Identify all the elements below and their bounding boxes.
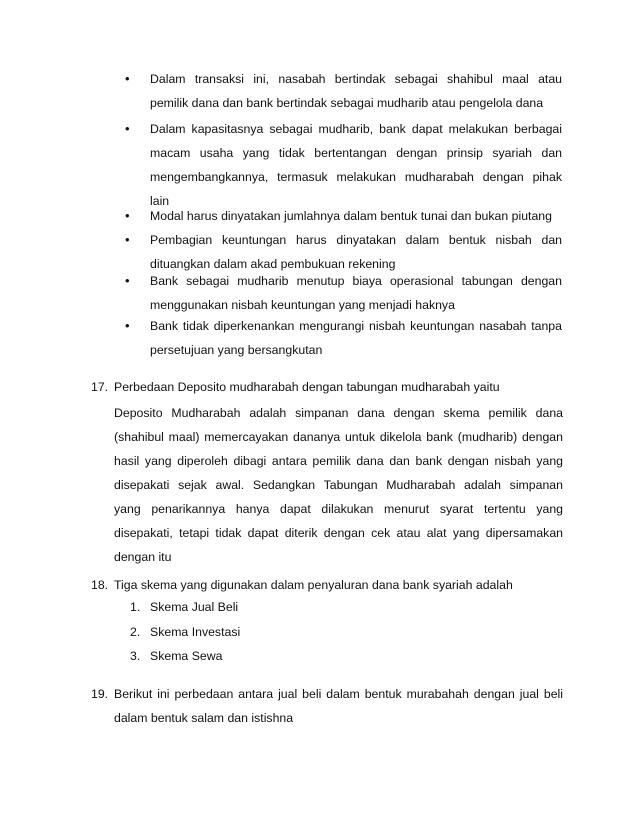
bullet-text-line: Bank sebagai mudharib menutup biaya operasional tabungan dengan bbox=[150, 274, 562, 288]
paragraph-line: Berikut ini perbedaan antara jual beli dalam bentuk murabahah dengan jual beli bbox=[114, 687, 563, 701]
bullet-icon: • bbox=[125, 273, 130, 288]
paragraph-line: disepakati sejak awal. Sedangkan Tabungan Mudharabah adalah simpanan bbox=[114, 478, 563, 492]
item-title: Tiga skema yang digunakan dalam penyaluran dana bank syariah adalah bbox=[114, 578, 513, 592]
bullet-icon: • bbox=[125, 121, 130, 136]
list-number: 1. bbox=[130, 600, 141, 614]
bullet-text-line: dituangkan dalam akad pembukuan rekening bbox=[150, 257, 396, 271]
bullet-icon: • bbox=[125, 71, 130, 86]
paragraph-line: dalam bentuk salam dan istishna bbox=[114, 711, 294, 725]
list-number: 3. bbox=[130, 649, 141, 663]
bullet-text-line: Dalam kapasitasnya sebagai mudharib, bank dapat melakukan berbagai bbox=[150, 122, 562, 136]
paragraph-line: hasil yang diperoleh dibagi antara pemilik dana dan bank dengan nisbah yang bbox=[114, 454, 563, 468]
list-number: 2. bbox=[130, 625, 141, 639]
bullet-text-line: Dalam transaksi ini, nasabah bertindak sebagai shahibul maal atau bbox=[150, 72, 562, 86]
bullet-text-line: menggunakan nisbah keuntungan yang menjadi haknya bbox=[150, 298, 455, 312]
bullet-icon: • bbox=[125, 318, 130, 333]
item-number: 17. bbox=[91, 380, 109, 394]
list-item: Skema Sewa bbox=[150, 649, 223, 663]
list-item: Skema Jual Beli bbox=[150, 600, 239, 614]
paragraph-line: Deposito Mudharabah adalah simpanan dana dengan skema pemilik dana bbox=[114, 406, 563, 420]
bullet-text-line: persetujuan yang bersangkutan bbox=[150, 343, 323, 357]
bullet-icon: • bbox=[125, 232, 130, 247]
paragraph-line: (shahibul maal) memercayakan dananya untuk dikelola bank (mudharib) dengan bbox=[114, 430, 563, 444]
bullet-text-line: Bank tidak diperkenankan mengurangi nisbah keuntungan nasabah tanpa bbox=[150, 319, 562, 333]
item-number: 18. bbox=[91, 578, 109, 592]
bullet-text-line: mengembangkannya, termasuk melakukan mudharabah dengan pihak bbox=[150, 170, 562, 184]
bullet-text-line: Pembagian keuntungan harus dinyatakan dalam bentuk nisbah dan bbox=[150, 233, 562, 247]
bullet-icon: • bbox=[125, 208, 130, 223]
bullet-text-line: pemilik dana dan bank bertindak sebagai mudharib atau pengelola dana bbox=[150, 96, 544, 110]
bullet-text-line: lain bbox=[150, 194, 170, 208]
paragraph-line: dengan itu bbox=[114, 550, 172, 564]
paragraph-line: disepakati, tetapi tidak dapat diterik dengan cek atau alat yang dipersamakan bbox=[114, 526, 563, 540]
item-title: Perbedaan Deposito mudharabah dengan tabungan mudharabah yaitu bbox=[114, 380, 500, 394]
item-number: 19. bbox=[91, 687, 109, 701]
paragraph-line: yang penarikannya hanya dapat dilakukan menurut syarat tertentu yang bbox=[114, 502, 563, 516]
bullet-text-line: macam usaha yang tidak bertentangan dengan prinsip syariah dan bbox=[150, 146, 562, 160]
bullet-text-line: Modal harus dinyatakan jumlahnya dalam bentuk tunai dan bukan piutang bbox=[150, 209, 552, 223]
list-item: Skema Investasi bbox=[150, 625, 241, 639]
